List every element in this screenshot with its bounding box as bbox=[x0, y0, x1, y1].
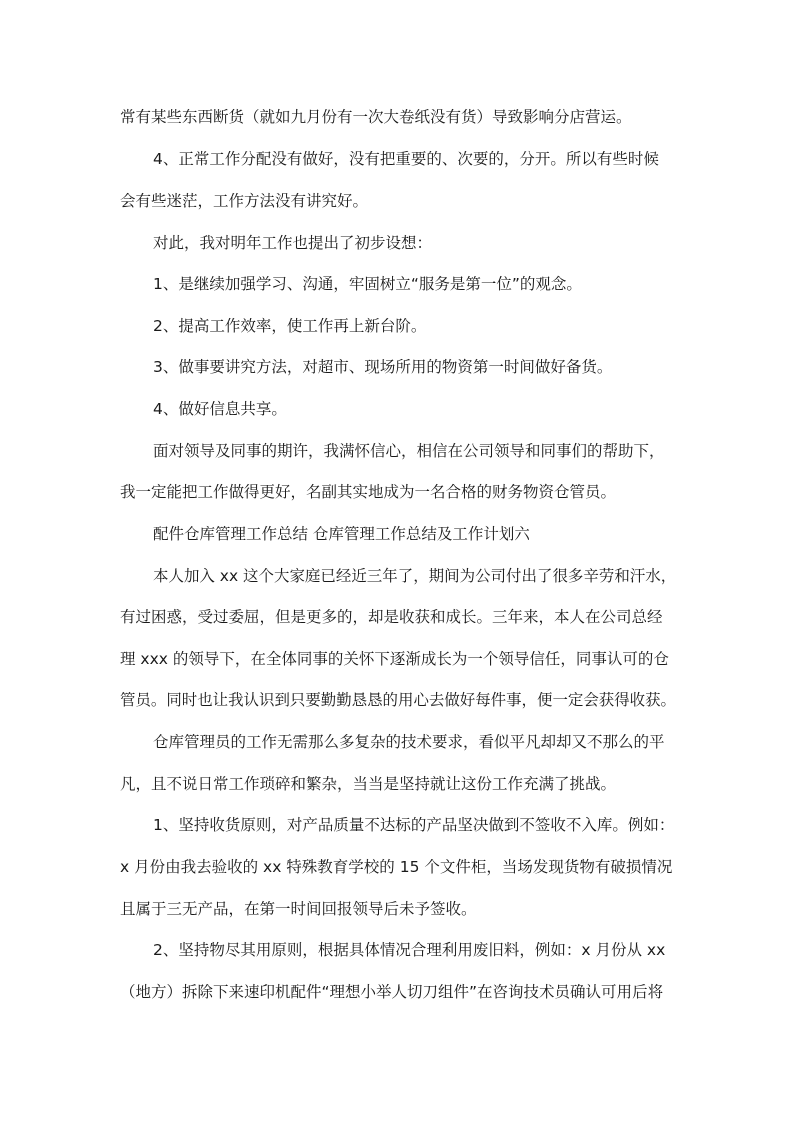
text-line: 3、做事要讲究方法，对超市、现场所用的物资第一时间做好备货。 bbox=[153, 358, 613, 376]
text-line: 面对领导及同事的期许，我满怀信心，相信在公司领导和同事们的帮助下， bbox=[153, 442, 665, 460]
text-line: 4、做好信息共享。 bbox=[153, 400, 287, 418]
text-line: 有过困惑，受过委屈，但是更多的，却是收获和成长。三年来，本人在公司总经 bbox=[120, 608, 663, 626]
text-line: 对此，我对明年工作也提出了初步设想： bbox=[153, 234, 433, 252]
text-line: x 月份由我去验收的 xx 特殊教育学校的 15 个文件柜，当场发现货物有破损情况 bbox=[120, 858, 673, 876]
text-line: 会有些迷茫，工作方法没有讲究好。 bbox=[120, 192, 369, 210]
section-heading: 配件仓库管理工作总结 仓库管理工作总结及工作计划六 bbox=[153, 525, 530, 543]
text-line: 且属于三无产品，在第一时间回报领导后未予签收。 bbox=[120, 900, 477, 918]
text-line: 本人加入 xx 这个大家庭已经近三年了，期间为公司付出了很多辛劳和汗水， bbox=[153, 567, 677, 585]
text-line: 1、坚持收货原则，对产品质量不达标的产品坚决做到不签收不入库。例如： bbox=[153, 816, 675, 834]
text-line: 管员。同时也让我认识到只要勤勤恳恳的用心去做好每件事，便一定会获得收获。 bbox=[120, 691, 677, 709]
text-line: 我一定能把工作做得更好，名副其实地成为一名合格的财务物资仓管员。 bbox=[120, 483, 617, 501]
text-line: 理 xxx 的领导下，在全体同事的关怀下逐渐成长为一个领导信任，同事认可的仓 bbox=[120, 650, 669, 668]
text-line: 2、提高工作效率，使工作再上新台阶。 bbox=[153, 317, 427, 335]
text-line: 仓库管理员的工作无需那么多复杂的技术要求，看似平凡却却又不那么的平 bbox=[153, 733, 665, 751]
text-line: 4、正常工作分配没有做好，没有把重要的、次要的，分开。所以有些时候 bbox=[153, 150, 659, 168]
text-line: 凡，且不说日常工作琐碎和繁杂，当当是坚持就让这份工作充满了挑战。 bbox=[120, 775, 617, 793]
text-line: （地方）拆除下来速印机配件“理想小举人切刀组件”在咨询技术员确认可用后将 bbox=[120, 983, 664, 1001]
text-line: 1、是继续加强学习、沟通，牢固树立“服务是第一位”的观念。 bbox=[153, 275, 582, 293]
text-line: 2、坚持物尽其用原则，根据具体情况合理利用废旧料，例如：x 月份从 xx bbox=[153, 941, 666, 959]
text-line: 常有某些东西断货（就如九月份有一次大卷纸没有货）导致影响分店营运。 bbox=[120, 108, 632, 126]
